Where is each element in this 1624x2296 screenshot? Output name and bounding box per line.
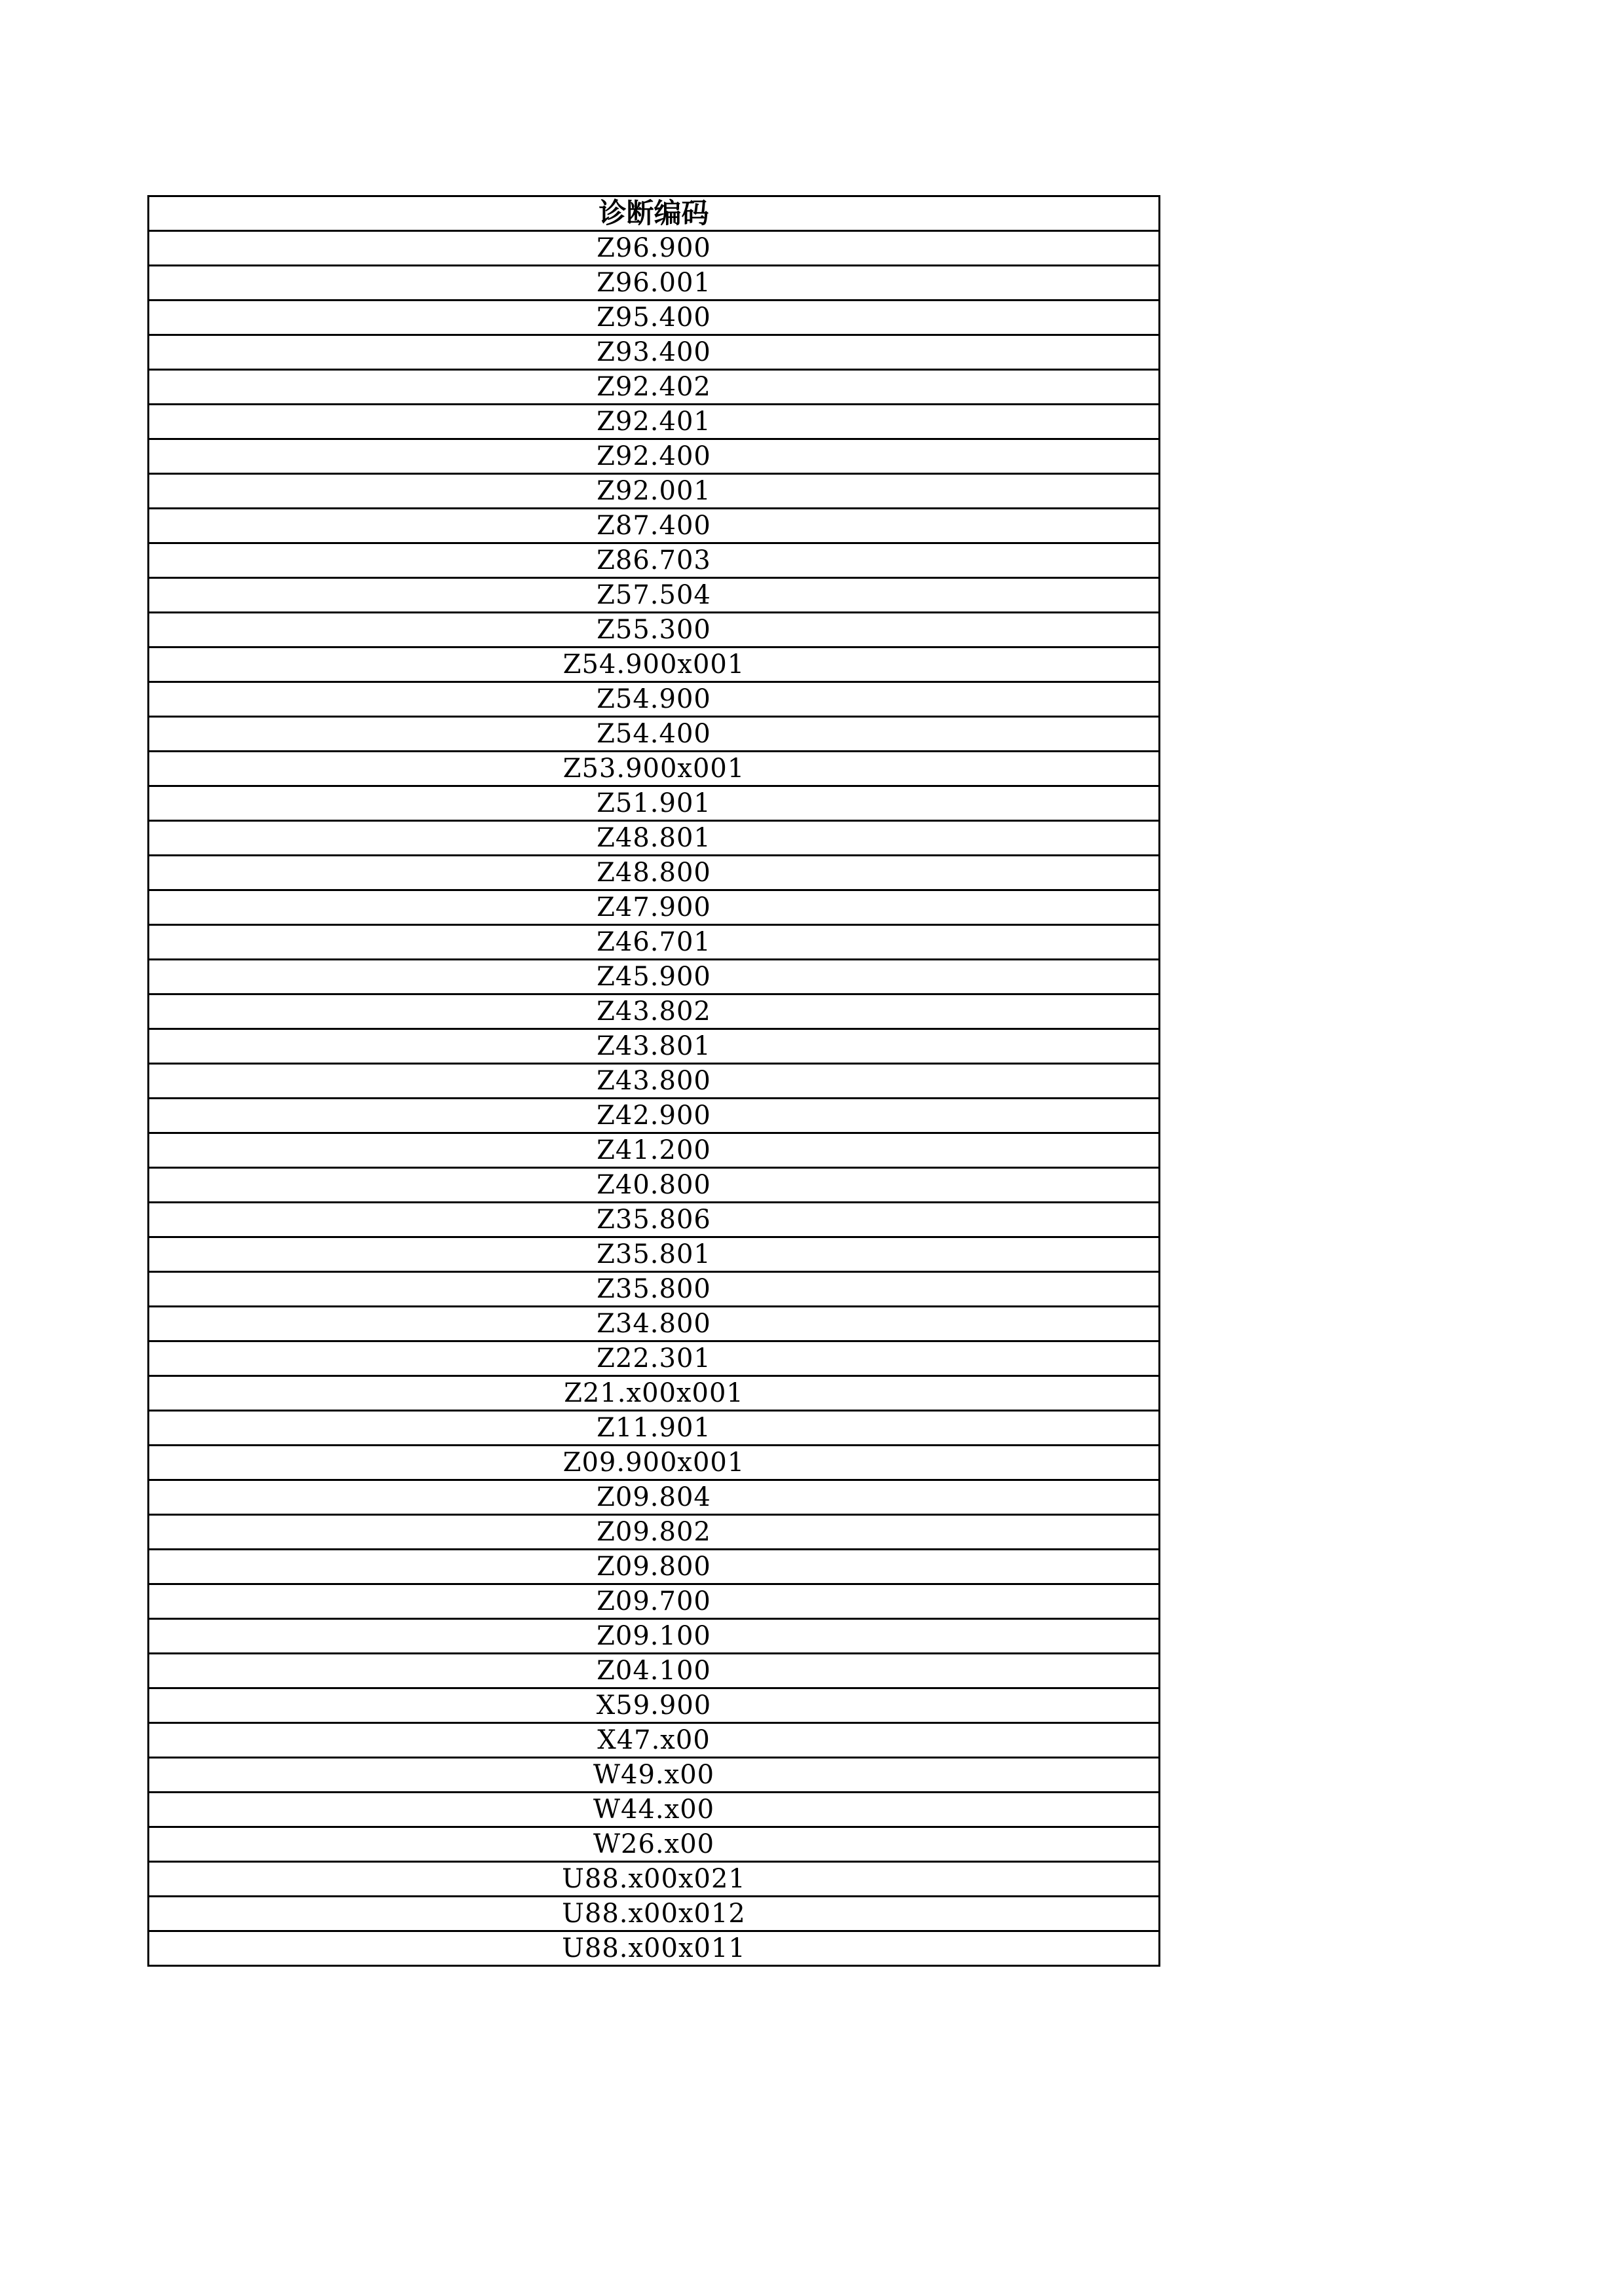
diagnosis-code-cell: Z09.700 (149, 1584, 1160, 1619)
table-row (149, 1480, 1160, 1515)
table-row (149, 543, 1160, 578)
table-row (149, 682, 1160, 717)
diagnosis-code-cell: W44.x00 (149, 1793, 1160, 1827)
table-row (149, 647, 1160, 682)
diagnosis-code-cell: Z53.900x001 (149, 752, 1160, 786)
diagnosis-code-cell: Z96.001 (149, 266, 1160, 301)
table-row (149, 1446, 1160, 1480)
diagnosis-code-cell: Z09.100 (149, 1619, 1160, 1654)
table-header-row (149, 196, 1160, 231)
table-row (149, 370, 1160, 405)
diagnosis-code-cell: Z46.701 (149, 925, 1160, 960)
diagnosis-code-cell: Z43.800 (149, 1064, 1160, 1099)
table-row (149, 856, 1160, 890)
table-row (149, 1515, 1160, 1550)
diagnosis-code-cell: Z54.400 (149, 717, 1160, 752)
diagnosis-code-cell: Z47.900 (149, 890, 1160, 925)
table-row (149, 1723, 1160, 1758)
diagnosis-code-cell: Z95.400 (149, 301, 1160, 335)
diagnosis-code-cell: Z43.802 (149, 994, 1160, 1029)
table-row (149, 1237, 1160, 1272)
table-row (149, 1619, 1160, 1654)
diagnosis-code-cell: U88.x00x011 (149, 1931, 1160, 1966)
table-row (149, 1550, 1160, 1584)
table-body (149, 231, 1160, 1966)
diagnosis-code-cell: Z48.801 (149, 821, 1160, 856)
diagnosis-code-cell: Z11.901 (149, 1411, 1160, 1446)
diagnosis-code-cell: Z92.402 (149, 370, 1160, 405)
table-row (149, 1064, 1160, 1099)
diagnosis-code-cell: Z92.001 (149, 474, 1160, 509)
table-row (149, 1203, 1160, 1237)
diagnosis-code-cell: Z87.400 (149, 509, 1160, 543)
table-row (149, 1307, 1160, 1341)
diagnosis-code-cell: Z41.200 (149, 1133, 1160, 1168)
table-row (149, 1793, 1160, 1827)
diagnosis-code-table (147, 195, 1160, 1967)
diagnosis-code-cell: Z35.801 (149, 1237, 1160, 1272)
table-row (149, 335, 1160, 370)
diagnosis-code-cell: Z48.800 (149, 856, 1160, 890)
diagnosis-code-cell: U88.x00x021 (149, 1862, 1160, 1897)
table-row (149, 821, 1160, 856)
table-row (149, 266, 1160, 301)
table-row (149, 1133, 1160, 1168)
table-row (149, 439, 1160, 474)
table-row (149, 1758, 1160, 1793)
diagnosis-code-cell: Z57.504 (149, 578, 1160, 613)
diagnosis-code-cell: W26.x00 (149, 1827, 1160, 1862)
diagnosis-code-cell: Z43.801 (149, 1029, 1160, 1064)
table-row (149, 1654, 1160, 1688)
diagnosis-code-cell: Z09.800 (149, 1550, 1160, 1584)
table-row (149, 1584, 1160, 1619)
diagnosis-code-cell: Z35.806 (149, 1203, 1160, 1237)
diagnosis-code-cell: Z04.100 (149, 1654, 1160, 1688)
table-row (149, 578, 1160, 613)
diagnosis-code-cell: X47.x00 (149, 1723, 1160, 1758)
table-row (149, 1029, 1160, 1064)
table-row (149, 1931, 1160, 1966)
diagnosis-code-cell: Z55.300 (149, 613, 1160, 647)
diagnosis-code-cell: Z93.400 (149, 335, 1160, 370)
table-row (149, 890, 1160, 925)
table-row (149, 717, 1160, 752)
diagnosis-code-cell: Z09.900x001 (149, 1446, 1160, 1480)
diagnosis-code-cell: Z86.703 (149, 543, 1160, 578)
table-row (149, 1376, 1160, 1411)
diagnosis-code-cell: Z51.901 (149, 786, 1160, 821)
table-row (149, 474, 1160, 509)
table-row (149, 1099, 1160, 1133)
diagnosis-code-cell: Z54.900 (149, 682, 1160, 717)
table-row (149, 925, 1160, 960)
table-row (149, 1272, 1160, 1307)
diagnosis-code-cell: Z42.900 (149, 1099, 1160, 1133)
table-row (149, 994, 1160, 1029)
table-row (149, 613, 1160, 647)
diagnosis-code-cell: Z54.900x001 (149, 647, 1160, 682)
diagnosis-code-cell: Z96.900 (149, 231, 1160, 266)
diagnosis-code-cell: Z45.900 (149, 960, 1160, 994)
table-row (149, 960, 1160, 994)
table-row (149, 1168, 1160, 1203)
diagnosis-code-cell: W49.x00 (149, 1758, 1160, 1793)
diagnosis-code-cell: U88.x00x012 (149, 1897, 1160, 1931)
table-row (149, 231, 1160, 266)
table-row (149, 1688, 1160, 1723)
diagnosis-code-cell: Z92.400 (149, 439, 1160, 474)
diagnosis-code-cell: X59.900 (149, 1688, 1160, 1723)
table-row (149, 405, 1160, 439)
table-row (149, 1341, 1160, 1376)
table-row (149, 301, 1160, 335)
diagnosis-code-cell: Z34.800 (149, 1307, 1160, 1341)
diagnosis-code-cell: Z21.x00x001 (149, 1376, 1160, 1411)
diagnosis-code-cell: Z35.800 (149, 1272, 1160, 1307)
diagnosis-code-cell: Z09.804 (149, 1480, 1160, 1515)
table-row (149, 1411, 1160, 1446)
diagnosis-code-cell: Z40.800 (149, 1168, 1160, 1203)
diagnosis-code-cell: Z22.301 (149, 1341, 1160, 1376)
column-header-diagnosis-code: 诊断编码 (149, 196, 1160, 231)
table-row (149, 786, 1160, 821)
diagnosis-code-cell: Z09.802 (149, 1515, 1160, 1550)
table-row (149, 752, 1160, 786)
table-row (149, 1827, 1160, 1862)
table-row (149, 1897, 1160, 1931)
table-row (149, 1862, 1160, 1897)
table-row (149, 509, 1160, 543)
diagnosis-code-cell: Z92.401 (149, 405, 1160, 439)
